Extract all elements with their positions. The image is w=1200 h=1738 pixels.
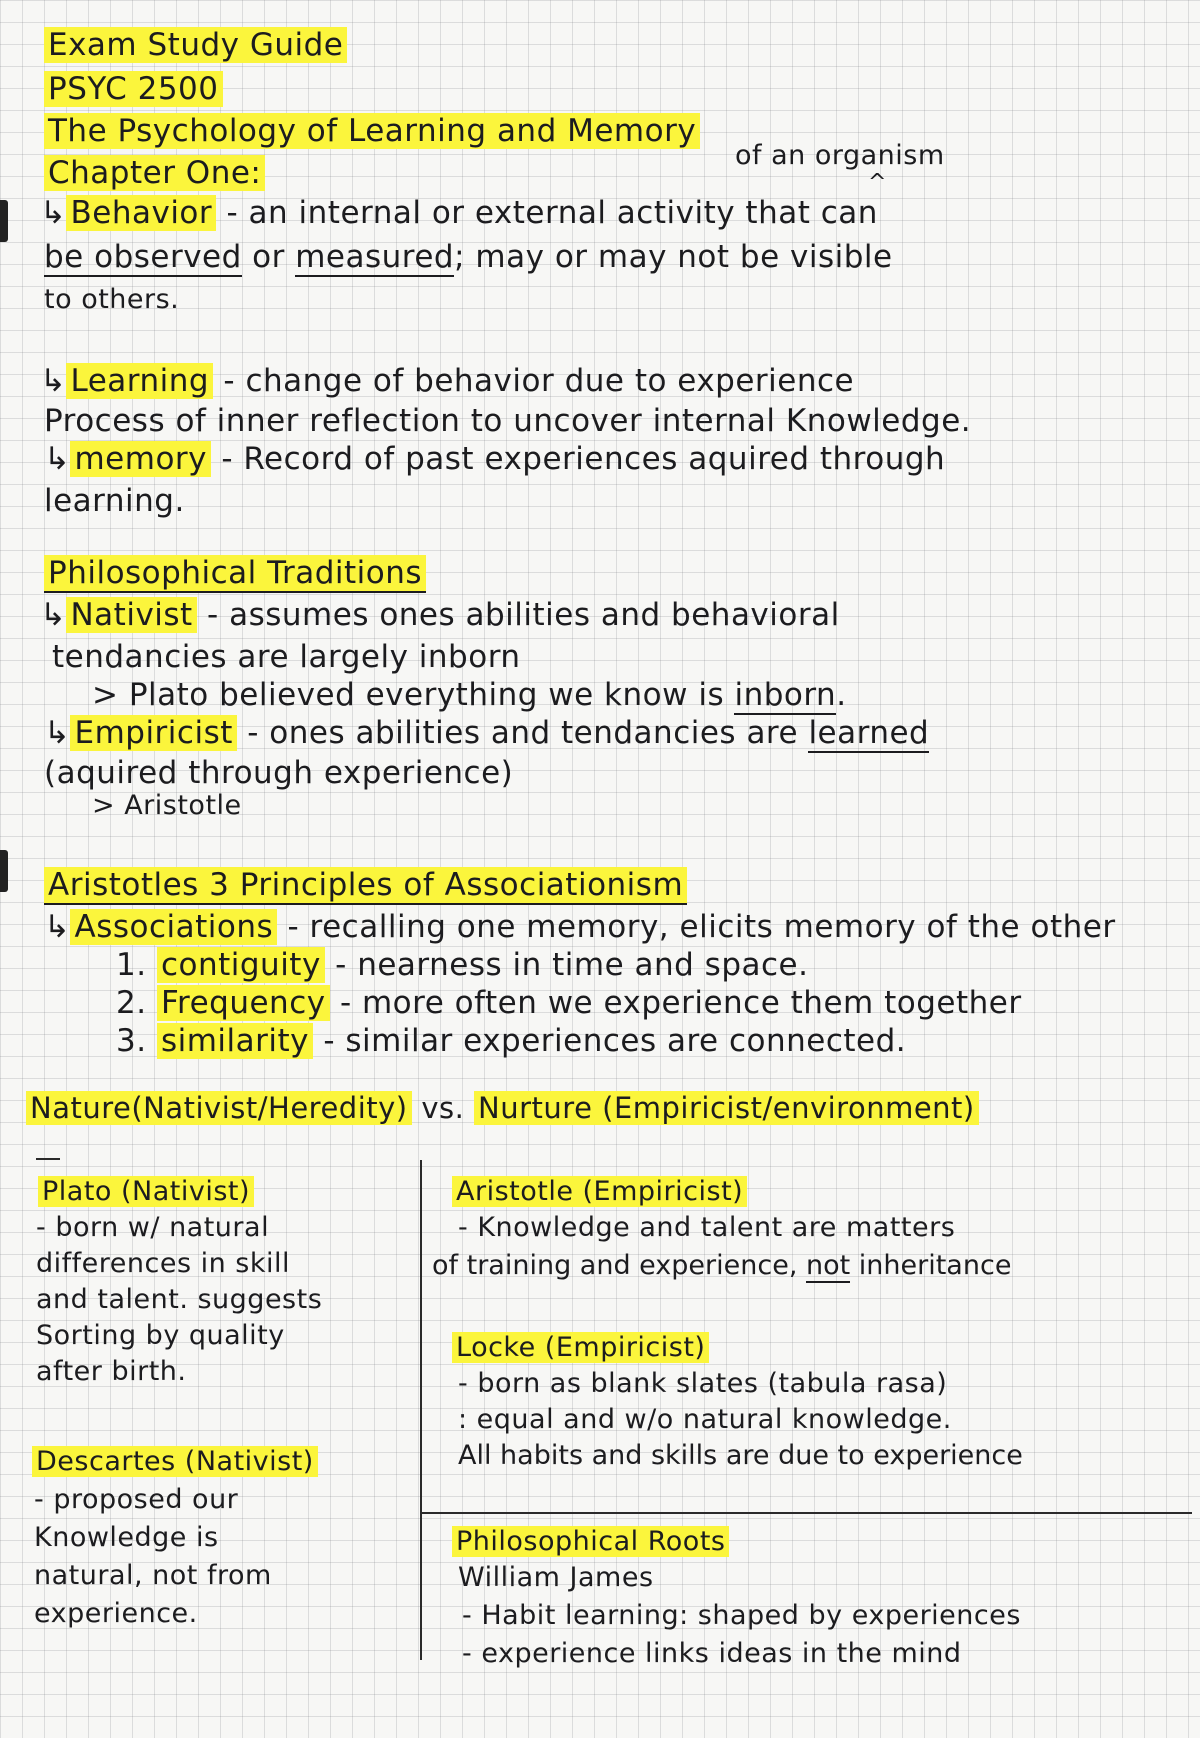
plato-line: and talent. suggests [36,1284,323,1315]
behavior-definition: ↳ Behavior - an internal or external activity that can [40,195,878,231]
locke-line: : equal and w/o natural knowledge. [458,1404,952,1435]
descartes-line: - proposed our [34,1484,239,1515]
aristotle-heading: Aristotle (Empiricist) [452,1176,747,1207]
descartes-heading: Descartes (Nativist) [32,1446,318,1477]
principle-contiguity: 1. contiguity - nearness in time and space. [116,947,809,983]
empiricist-definition: ↳ Empiricist - ones abilities and tendancies are learned [44,715,930,751]
binder-ring [0,850,8,892]
binder-ring [0,200,8,242]
locke-heading: Locke (Empiricist) [452,1332,709,1363]
column-divider [420,1160,422,1660]
chapter-label: Chapter One: [44,156,265,192]
course-subtitle: The Psychology of Learning and Memory [44,114,700,150]
philosophical-traditions-heading: Philosophical Traditions [44,556,426,592]
plato-note: > Plato believed everything we know is inborn. [92,677,847,713]
guide-title: Exam Study Guide [44,28,347,64]
associationism-heading: Aristotles 3 Principles of Associationism [44,868,687,904]
associations-definition: ↳ Associations - recalling one memory, elicits memory of the other [44,909,1116,945]
aristotle-line2: of training and experience, not inheritance [432,1250,1012,1281]
principle-frequency: 2. Frequency - more often we experience them together [116,985,1022,1021]
principle-similarity: 3. similarity - similar experiences are connected. [116,1023,907,1059]
behavior-insert-note: of an organism [735,140,945,171]
roots-line: - Habit learning: shaped by experiences [462,1600,1021,1631]
course-code: PSYC 2500 [44,72,223,108]
descartes-line: experience. [34,1598,198,1629]
insert-caret: ^ [868,170,887,195]
section-divider [422,1512,1192,1514]
behavior-definition-line2: be observed or measured; may or may not be visible [44,239,893,275]
nativist-definition-line2: tendancies are largely inborn [52,639,521,675]
descartes-line: Knowledge is [34,1522,219,1553]
plato-heading: Plato (Nativist) [38,1176,254,1207]
locke-line: All habits and skills are due to experience [458,1440,1023,1471]
plato-line: - born w/ natural [36,1212,270,1243]
plato-line: differences in skill [36,1248,291,1279]
plato-line: after birth. [36,1356,187,1387]
philosophical-roots-heading: Philosophical Roots [452,1526,729,1557]
nativist-definition: ↳ Nativist - assumes ones abilities and behavioral [40,597,840,633]
memory-definition-line2: learning. [44,483,185,519]
roots-name: William James [458,1562,654,1593]
empiricist-definition-line2: (aquired through experience) [44,755,514,791]
divider-dash [36,1158,60,1160]
roots-line: - experience links ideas in the mind [462,1638,962,1669]
learning-definition: ↳ Learning - change of behavior due to experience [40,363,855,399]
descartes-line: natural, not from [34,1560,272,1591]
behavior-definition-line3: to others. [44,284,180,315]
nature-vs-nurture-heading: Nature(Nativist/Heredity) vs. Nurture (Empiricist/environment) [26,1092,979,1125]
aristotle-line1: - Knowledge and talent are matters [458,1212,956,1243]
memory-definition: ↳ memory - Record of past experiences aquired through [44,441,946,477]
learning-definition-line2: Process of inner reflection to uncover internal Knowledge. [44,403,972,439]
locke-line: - born as blank slates (tabula rasa) [458,1368,948,1399]
plato-line: Sorting by quality [36,1320,285,1351]
aristotle-note: > Aristotle [92,790,242,821]
